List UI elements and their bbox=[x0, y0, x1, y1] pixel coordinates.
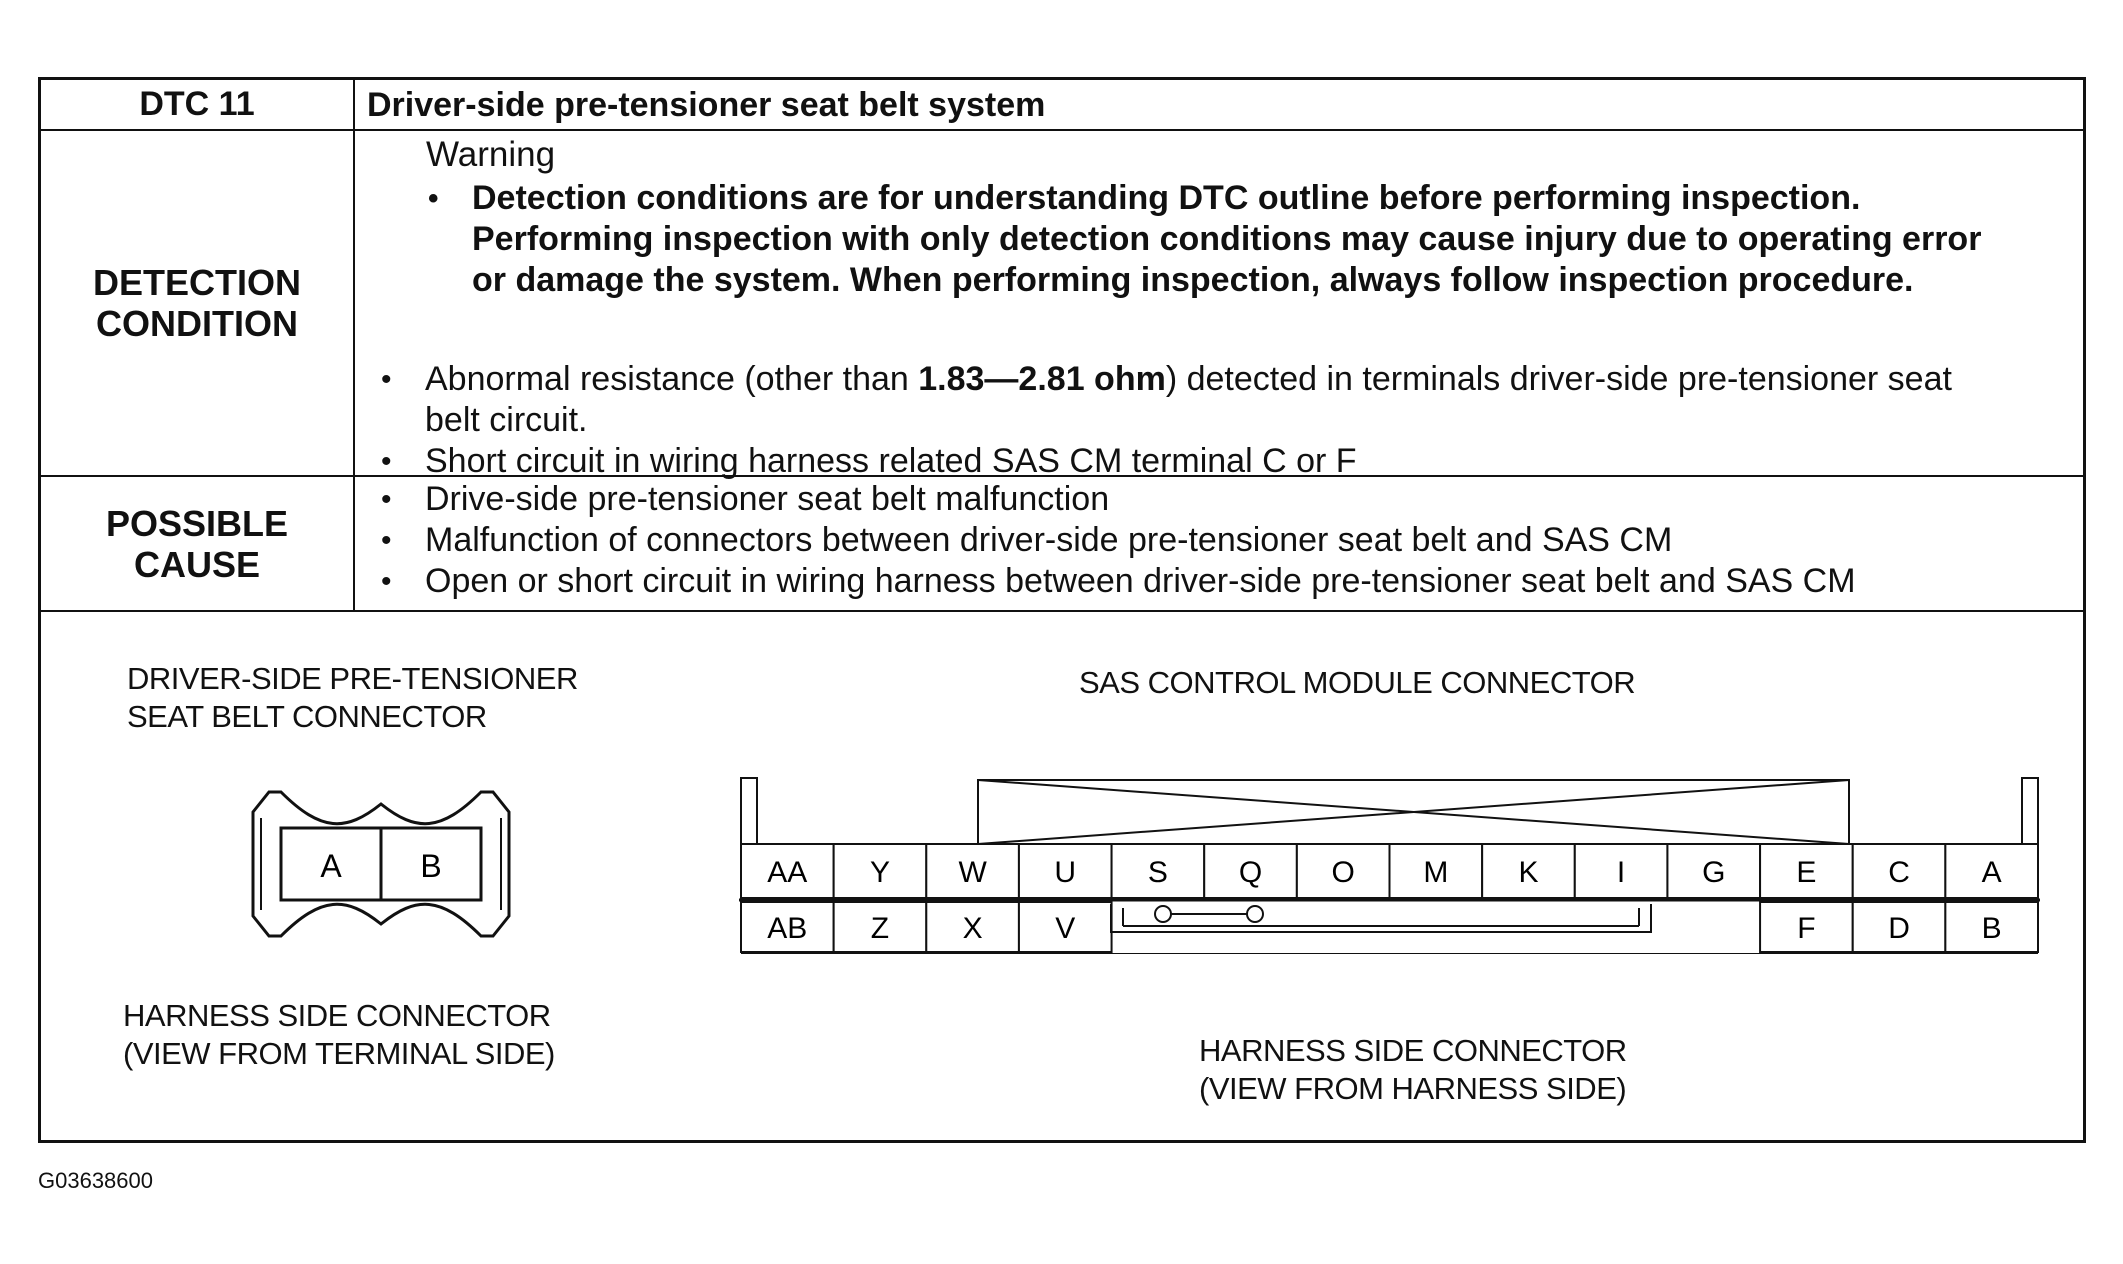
sas-terminal-y-label: Y bbox=[869, 856, 890, 889]
sas-terminal-o-label: O bbox=[1331, 856, 1355, 889]
bullet-icon: • bbox=[381, 565, 392, 598]
detection-item2: Short circuit in wiring harness related SAS CM terminal C or F bbox=[425, 442, 1357, 480]
sas-terminal-b-label: B bbox=[1981, 912, 2002, 945]
detection-item1-line1 bbox=[425, 359, 2071, 400]
sas-terminal-u-label: U bbox=[1054, 856, 1077, 889]
detection-item bbox=[379, 359, 2071, 441]
warning-line2: Performing inspection with only detection conditions may cause injury due to operating error bbox=[472, 220, 1982, 258]
cause-item-text: Drive-side pre-tensioner seat belt malfunction bbox=[425, 480, 1110, 518]
detection-item bbox=[379, 441, 2071, 482]
sas-terminal-m-label: M bbox=[1423, 856, 1449, 889]
sas-terminal-d-label: D bbox=[1888, 912, 1910, 945]
warning-line1: Detection conditions are for understanding DTC outline before performing inspection. bbox=[472, 179, 1861, 217]
dtc-title-cell bbox=[355, 80, 2083, 129]
detection-label-line2: CONDITION bbox=[95, 303, 298, 344]
seatbelt-title-line2: SEAT BELT CONNECTOR bbox=[127, 699, 487, 734]
sas-connector-icon bbox=[731, 764, 2071, 954]
sas-connector-title: SAS CONTROL MODULE CONNECTOR bbox=[1079, 665, 1636, 700]
sas-terminal-q-label: Q bbox=[1238, 856, 1263, 889]
detection-list bbox=[379, 359, 2071, 482]
detection-condition-row bbox=[41, 131, 2083, 480]
dtc-title-row bbox=[41, 80, 2083, 131]
possible-cause-content bbox=[355, 477, 2083, 610]
sas-terminal-aa-label: AA bbox=[767, 856, 808, 889]
connector-diagram-row bbox=[41, 612, 2083, 1140]
dtc-code: DTC 11 bbox=[41, 80, 355, 129]
cause-item-text: Malfunction of connectors between driver-side pre-tensioner seat belt and SAS CM bbox=[425, 521, 1673, 559]
bullet-icon: • bbox=[428, 182, 439, 215]
possible-cause-label bbox=[41, 477, 355, 610]
warning-list bbox=[426, 178, 2073, 301]
dtc-table bbox=[38, 77, 2086, 1143]
sas-terminal-s-label: S bbox=[1147, 856, 1168, 889]
detection-condition-content bbox=[355, 131, 2083, 480]
sas-terminal-w-label: W bbox=[958, 856, 987, 889]
dtc-title: Driver-side pre-tensioner seat belt system bbox=[367, 86, 1046, 124]
sas-terminal-x-label: X bbox=[962, 912, 983, 945]
warning-bullet bbox=[426, 178, 2073, 301]
sas-terminal-f-label: F bbox=[1797, 912, 1816, 945]
figure-code: G03638600 bbox=[38, 1168, 153, 1193]
bullet-icon: • bbox=[381, 483, 392, 516]
seatbelt-caption-line1: HARNESS SIDE CONNECTOR bbox=[123, 998, 551, 1033]
sas-terminal-e-label: E bbox=[1796, 856, 1817, 889]
detection-label-line1: DETECTION bbox=[92, 262, 301, 303]
detection-item1-line2: belt circuit. bbox=[425, 401, 588, 439]
bullet-icon: • bbox=[381, 445, 392, 478]
bullet-icon: • bbox=[381, 524, 392, 557]
sas-terminal-i-label: I bbox=[1616, 856, 1626, 889]
detection-item1-post: ) detected in terminals driver-side pre-tensioner seat bbox=[1165, 360, 1952, 398]
cause-item bbox=[379, 520, 2071, 561]
sas-terminal-v-label: V bbox=[1055, 912, 1076, 945]
cause-label-line1: POSSIBLE bbox=[105, 502, 289, 544]
sas-terminal-z-label: Z bbox=[870, 912, 890, 945]
seatbelt-terminal-b: B bbox=[420, 848, 442, 884]
resistance-value: 1.83—2.81 ohm bbox=[918, 360, 1166, 398]
sas-connector-caption bbox=[1199, 1032, 1627, 1108]
bullet-icon: • bbox=[381, 363, 392, 396]
seatbelt-terminal-a: A bbox=[320, 848, 342, 884]
sas-terminal-c-label: C bbox=[1888, 856, 1910, 889]
sas-terminal-g-label: G bbox=[1702, 856, 1726, 889]
sas-caption-line1: HARNESS SIDE CONNECTOR bbox=[1199, 1033, 1627, 1068]
sas-caption-line2: (VIEW FROM HARNESS SIDE) bbox=[1199, 1071, 1627, 1106]
seatbelt-title-line1: DRIVER-SIDE PRE-TENSIONER bbox=[127, 661, 578, 696]
cause-item bbox=[379, 479, 2071, 520]
detection-condition-label bbox=[41, 131, 355, 475]
cause-item bbox=[379, 561, 2071, 602]
sas-terminal-ab-label: AB bbox=[767, 912, 808, 945]
cause-label-line2: CAUSE bbox=[133, 543, 260, 585]
warning-heading: Warning bbox=[426, 135, 556, 174]
sas-terminal-a-label: A bbox=[1981, 856, 2002, 889]
seatbelt-caption-line2: (VIEW FROM TERMINAL SIDE) bbox=[123, 1036, 555, 1071]
detection-item1-pre: Abnormal resistance (other than bbox=[425, 360, 919, 398]
sas-terminal-k-label: K bbox=[1518, 856, 1539, 889]
cause-list bbox=[379, 479, 2071, 602]
possible-cause-row bbox=[41, 477, 2083, 612]
seatbelt-connector-icon bbox=[231, 784, 531, 944]
warning-line3: or damage the system. When performing inspection, always follow inspection procedure. bbox=[472, 261, 1914, 299]
seatbelt-connector-caption bbox=[123, 997, 555, 1073]
seatbelt-connector-title bbox=[127, 660, 578, 736]
cause-item-text: Open or short circuit in wiring harness between driver-side pre-tensioner seat belt and SAS CM bbox=[425, 562, 1856, 600]
